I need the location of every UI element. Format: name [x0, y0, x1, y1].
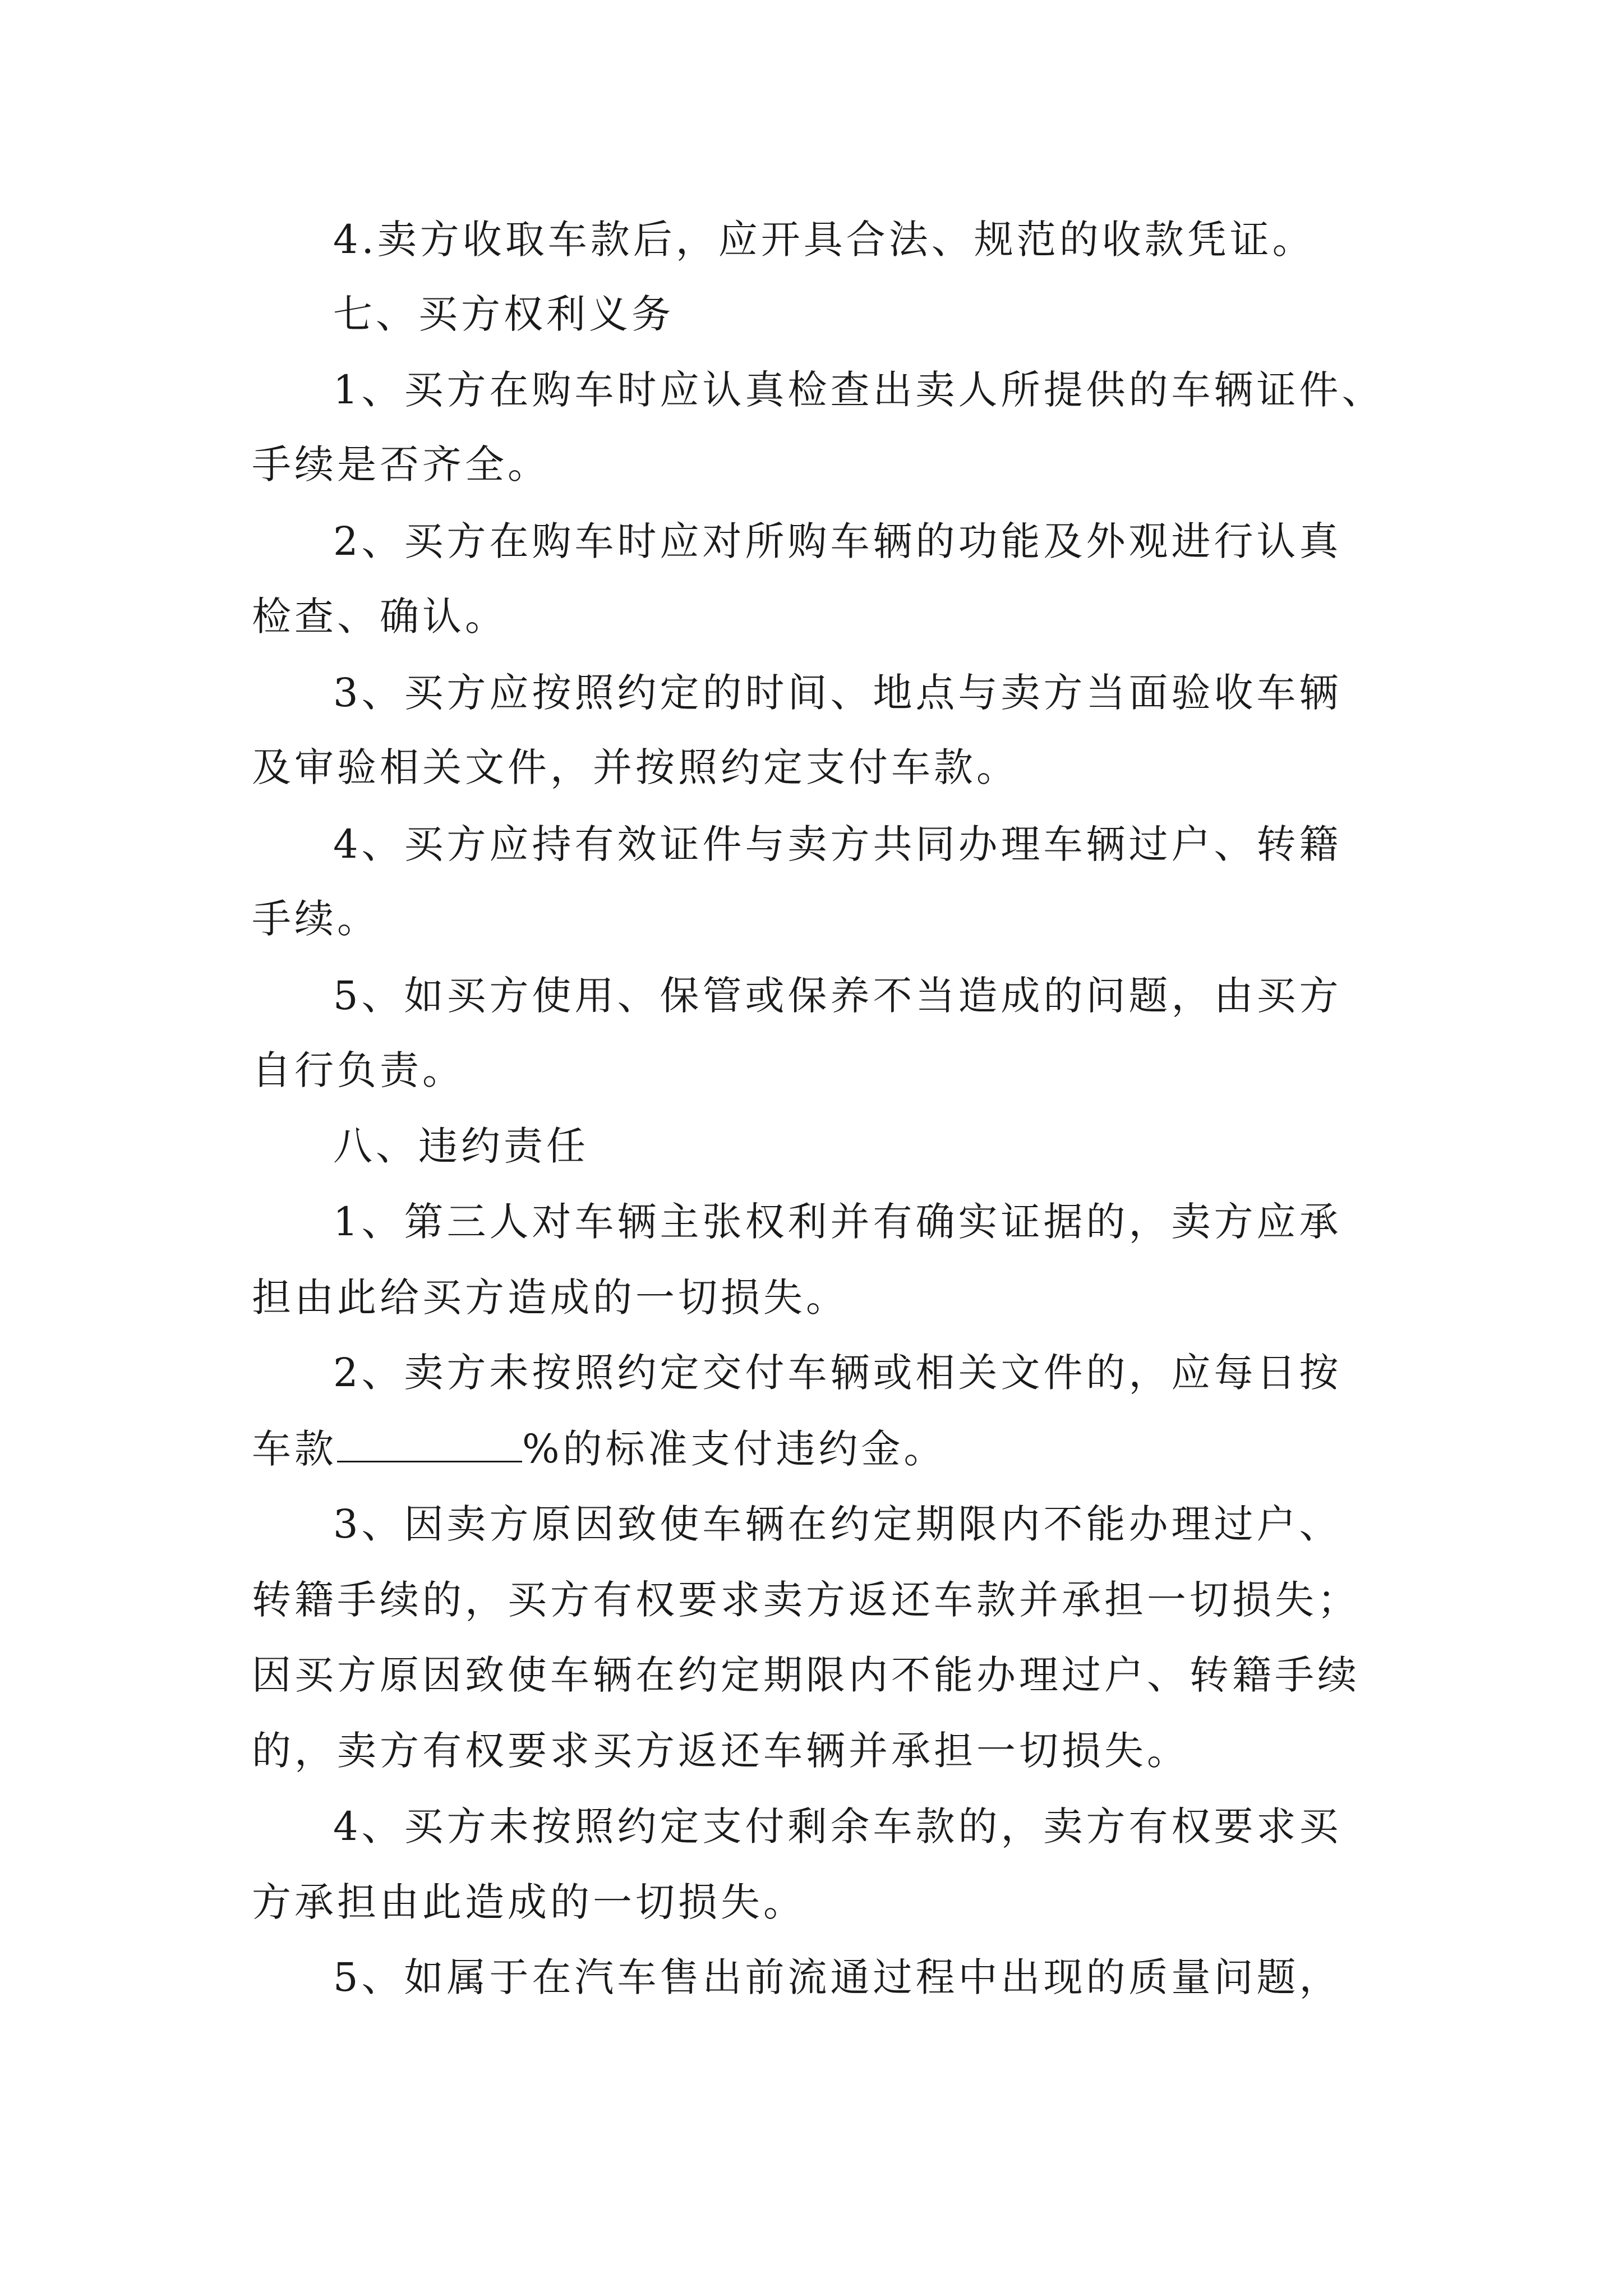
paragraph-line: 因买方原因致使车辆在约定期限内不能办理过户、转籍手续 — [252, 1652, 1360, 1698]
paragraph-line: 担由此给买方造成的一切损失。 — [252, 1274, 849, 1320]
paragraph-line: 手续。 — [252, 896, 380, 942]
paragraph-line: 自行负责。 — [252, 1047, 465, 1093]
paragraph-line: 5、如买方使用、保管或保养不当造成的问题，由买方 — [333, 973, 1342, 1019]
paragraph-line: 的，卖方有权要求买方返还车辆并承担一切损失。 — [252, 1728, 1189, 1774]
paragraph-line: 1、第三人对车辆主张权利并有确实证据的，卖方应承 — [333, 1199, 1342, 1245]
paragraph-line: 4、买方应持有效证件与卖方共同办理车辆过户、转籍 — [333, 821, 1342, 867]
paragraph-line: 4、买方未按照约定支付剩余车款的，卖方有权要求买 — [333, 1803, 1342, 1849]
paragraph-line: 3、买方应按照约定的时间、地点与卖方当面验收车辆 — [333, 670, 1342, 716]
fill-in-blank — [337, 1427, 522, 1462]
paragraph-line: 4.卖方收取车款后，应开具合法、规范的收款凭证。 — [333, 217, 1315, 263]
section-heading: 七、买方权利义务 — [333, 291, 674, 337]
penalty-rate-text: %的标准支付违约金。 — [522, 1426, 947, 1472]
paragraph-line: 方承担由此造成的一切损失。 — [252, 1879, 806, 1925]
amount-label: 车款 — [252, 1426, 337, 1472]
paragraph-line: 3、因卖方原因致使车辆在约定期限内不能办理过户、 — [333, 1501, 1342, 1547]
paragraph-line: 手续是否齐全。 — [252, 441, 550, 487]
paragraph-line: 及审验相关文件，并按照约定支付车款。 — [252, 744, 1019, 790]
paragraph-line: 转籍手续的，买方有权要求卖方返还车款并承担一切损失； — [252, 1577, 1360, 1623]
paragraph-line: 检查、确认。 — [252, 593, 508, 639]
paragraph-line: 1、买方在购车时应认真检查出卖人所提供的车辆证件、 — [333, 367, 1385, 413]
paragraph-line: 5、如属于在汽车售出前流通过程中出现的质量问题， — [333, 1954, 1342, 2000]
paragraph-line-with-blank — [0, 1418, 1623, 1480]
section-heading: 八、违约责任 — [333, 1123, 589, 1169]
paragraph-line: 2、买方在购车时应对所购车辆的功能及外观进行认真 — [333, 518, 1342, 564]
paragraph-line: 2、卖方未按照约定交付车辆或相关文件的，应每日按 — [333, 1350, 1342, 1396]
